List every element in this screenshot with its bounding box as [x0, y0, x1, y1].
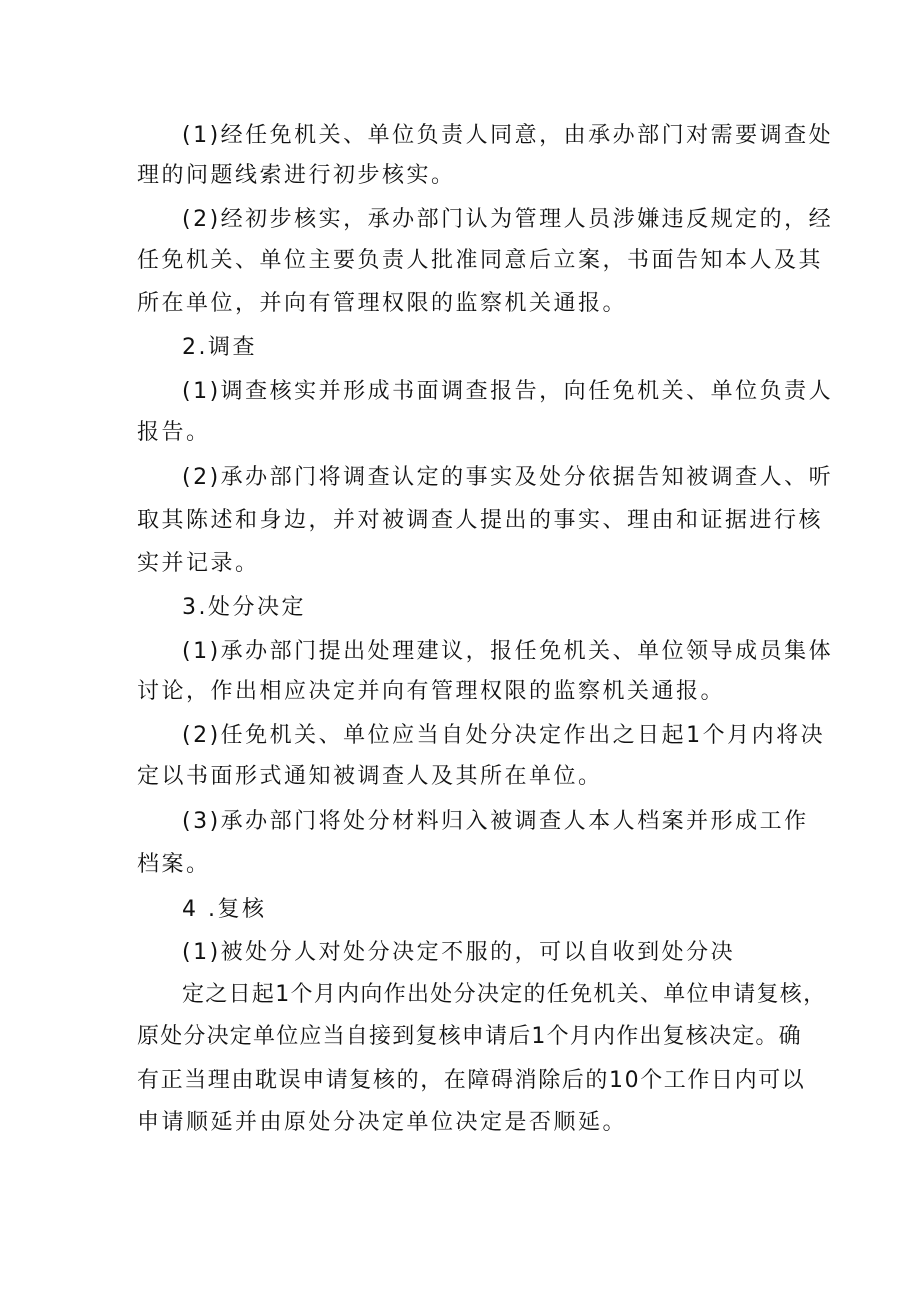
text-line: (3)承办部门将处分材料归入被调查人本人档案并形成工作	[182, 809, 809, 834]
text-line: (1)被处分人对处分决定不服的，可以自收到处分决	[182, 940, 736, 965]
text-line: 有正当理由耽误申请复核的，在障碍消除后的10个工作日内可以	[137, 1068, 806, 1093]
text-line: 所在单位，并向有管理权限的监察机关通报。	[137, 291, 628, 316]
text-line: 原处分决定单位应当自接到复核申请后1个月内作出复核决定。确	[137, 1024, 802, 1049]
text-line: (1)调查核实并形成书面调查报告，向任免机关、单位负责人	[182, 379, 834, 404]
section-heading: 3.处分决定	[182, 595, 306, 620]
text-line: (2)承办部门将调查认定的事实及处分依据告知被调查人、听	[182, 465, 834, 490]
text-line: 任免机关、单位主要负责人批准同意后立案，书面告知本人及其	[137, 248, 824, 273]
text-line: (2)经初步核实，承办部门认为管理人员涉嫌违反规定的，经	[182, 207, 834, 232]
section-heading: 4 .复核	[182, 897, 267, 922]
text-line: 定之日起1个月内向作出处分决定的任免机关、单位申请复核，	[182, 982, 827, 1007]
section-heading: 2.调查	[182, 335, 257, 360]
text-line: 报告。	[137, 420, 211, 445]
text-line: (1)经任免机关、单位负责人同意，由承办部门对需要调查处	[182, 123, 834, 148]
text-line: 实并记录。	[137, 551, 260, 576]
text-line: 理的问题线索进行初步核实。	[137, 163, 456, 188]
text-line: (2)任免机关、单位应当自处分决定作出之日起1个月内将决	[182, 723, 826, 748]
text-line: 讨论，作出相应决定并向有管理权限的监察机关通报。	[137, 679, 726, 704]
text-line: 取其陈述和身边，并对被调查人提出的事实、理由和证据进行核	[137, 508, 824, 533]
text-line: 申请顺延并由原处分决定单位决定是否顺延。	[137, 1110, 628, 1135]
text-line: (1)承办部门提出处理建议，报任免机关、单位领导成员集体	[182, 639, 834, 664]
text-line: 档案。	[137, 852, 211, 877]
text-line: 定以书面形式通知被调查人及其所在单位。	[137, 764, 603, 789]
